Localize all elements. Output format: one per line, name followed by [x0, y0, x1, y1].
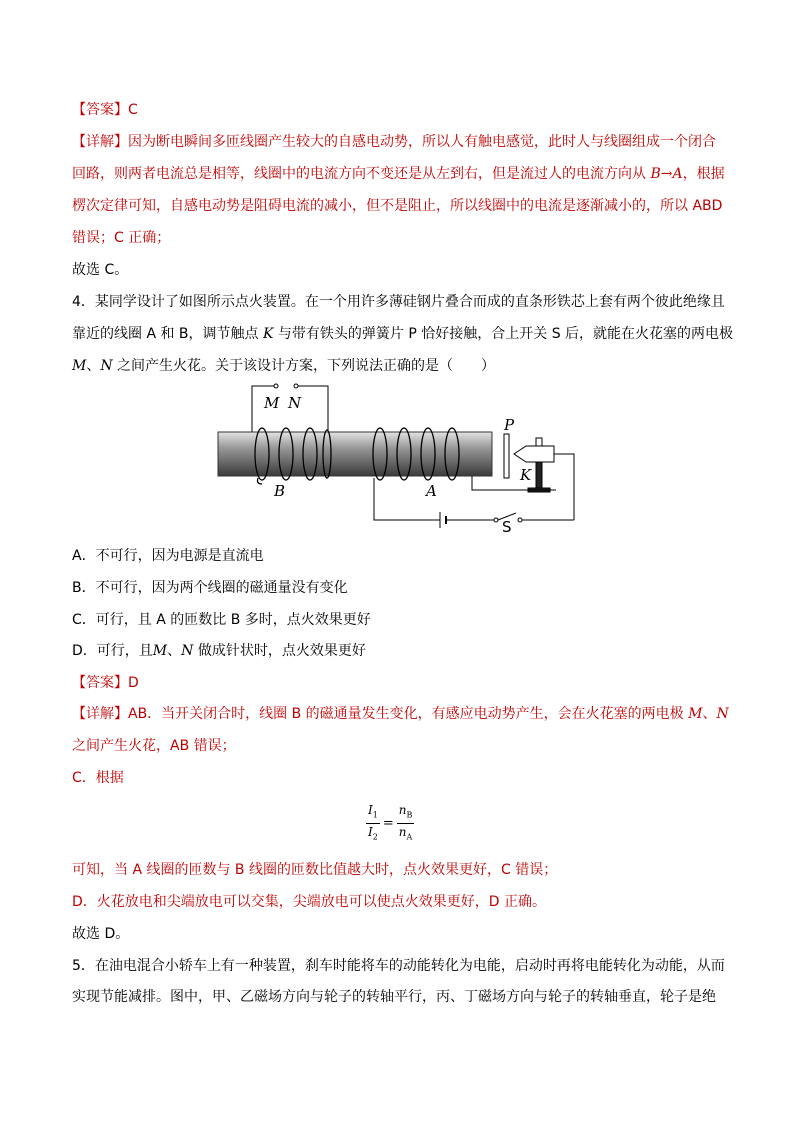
electrode-n	[294, 384, 298, 388]
q4-detail-line-2: 之间产生火花，AB 错误；	[72, 738, 236, 754]
q3-detail-line-1	[72, 132, 716, 152]
q4-stem-line-1: 4．某同学设计了如图所示点火装置。在一个用许多薄硅钢片叠合而成的直条形铁芯上套有两个彼此绝缘且	[72, 294, 725, 310]
spring-plate-p	[504, 434, 509, 478]
formula-sub-2: 2	[372, 832, 378, 842]
q3-detail-text-1: 因为断电瞬间多匝线圈产生较大的自感电动势，所以人有触电感觉，此时人与线圈组成一个闭合	[128, 134, 716, 150]
q4-stem-text-3d: 之间产生火花。关于该设计方案，下列说法正确的是（ ）	[112, 358, 496, 374]
formula-i2: I	[368, 825, 373, 840]
q4-stem-n: N	[100, 358, 113, 374]
option-d-n: N	[181, 643, 194, 659]
q4-detail-sep: 、	[702, 706, 717, 722]
q4-stem-sep: 、	[86, 358, 101, 374]
q4-stem-line-3	[72, 356, 495, 376]
q4-detail-line-3: C．根据	[72, 770, 124, 786]
formula-na: n	[398, 825, 407, 840]
formula-sub-a: A	[406, 832, 413, 842]
detail-tag: 【详解】	[72, 706, 128, 722]
option-d-sep: 、	[167, 643, 182, 659]
q4-stem-m: M	[72, 358, 87, 374]
label-p: P	[504, 416, 515, 434]
q4-detail-line-1	[72, 704, 729, 724]
turns-ratio-formula	[366, 802, 414, 846]
turns-ratio	[397, 802, 415, 846]
option-b: B．不可行，因为两个线圈的磁通量没有变化	[72, 580, 348, 596]
q3-detail-line-3: 楞次定律可知，自感电动势是阻碍电流的减小，但不是阻止，所以线圈中的电流是逐渐减小的，所以 ABD	[72, 198, 723, 214]
q3-answer: C	[128, 102, 138, 118]
option-a: A．不可行，因为电源是直流电	[72, 548, 264, 564]
q3-answer-line	[72, 100, 138, 120]
q4-detail-line-5: D．火花放电和尖端放电可以交集，尖端放电可以使点火效果更好，D 正确。	[72, 894, 547, 910]
q3-detail-text-2a: 回路，则两者电流总是相等，线圈中的电流方向不变还是从左到右，但是流过人的电流方向从	[72, 166, 651, 182]
q4-answer-line	[72, 673, 139, 693]
q4-stem-text-2a: 靠近的线圈 A 和 B，调节触点	[72, 326, 263, 342]
q3-current-direction: B→A	[650, 166, 683, 182]
q4-detail-m: M	[688, 706, 703, 722]
formula-sub-b: B	[406, 810, 413, 820]
current-ratio	[366, 802, 380, 846]
ignition-device-figure	[210, 382, 590, 532]
q3-detail-text-2c: ，根据	[682, 166, 725, 182]
q5-stem-line-1: 5．在油电混合小轿车上有一种装置，刹车时能将车的动能转化为电能，启动时再将电能转化为动能，从而	[72, 958, 725, 974]
detail-tag: 【详解】	[72, 134, 128, 150]
formula-nb: n	[398, 803, 407, 817]
iron-core	[218, 432, 492, 476]
label-n: N	[288, 394, 302, 412]
switch-pivot	[494, 518, 498, 522]
electrode-m	[274, 384, 278, 388]
answer-tag: 【答案】	[72, 675, 128, 691]
option-d-m: M	[152, 643, 168, 659]
option-c: C．可行，且 A 的匝数比 B 多时，点火效果更好	[72, 612, 371, 628]
q3-detail-line-4: 错误；C 正确；	[72, 230, 171, 246]
q4-stem-line-2	[72, 324, 733, 344]
q3-conclusion: 故选 C。	[72, 262, 129, 278]
formula-sub-1: 1	[372, 810, 378, 820]
label-s: S	[502, 518, 512, 532]
option-d	[72, 641, 366, 661]
q4-stem-text-2c: 与带有铁头的弹簧片 P 恰好接触，合上开关 S 后，就能在火花塞的两电极	[273, 326, 734, 342]
q3-detail-line-2	[72, 164, 725, 184]
q4-conclusion: 故选 D。	[72, 926, 130, 942]
label-m: M	[264, 394, 280, 412]
label-a: A	[426, 482, 437, 500]
answer-tag: 【答案】	[72, 102, 128, 118]
q4-stem-k: K	[262, 326, 274, 342]
label-b: B	[274, 482, 286, 500]
switch-contact	[518, 518, 522, 522]
q4-detail-line-4: 可知，当 A 线圈的匝数与 B 线圈的匝数比值越大时，点火效果更好，C 错误；	[72, 862, 558, 878]
q4-answer: D	[128, 675, 139, 691]
formula-i1: I	[368, 803, 373, 817]
q4-detail-text-1a: AB．当开关闭合时，线圈 B 的磁通量发生变化，有感应电动势产生，会在火花塞的两电极	[128, 706, 689, 722]
q5-stem-line-2: 实现节能减排。图中，甲、乙磁场方向与轮子的转轴平行，丙、丁磁场方向与轮子的转轴垂直，轮子是绝	[72, 989, 716, 1005]
label-k: K	[520, 466, 532, 484]
formula-equals: =	[382, 816, 394, 832]
option-d-prefix: D．可行，且	[72, 643, 153, 659]
q4-detail-n: N	[716, 706, 729, 722]
option-d-suffix: 做成针状时，点火效果更好	[193, 643, 366, 659]
